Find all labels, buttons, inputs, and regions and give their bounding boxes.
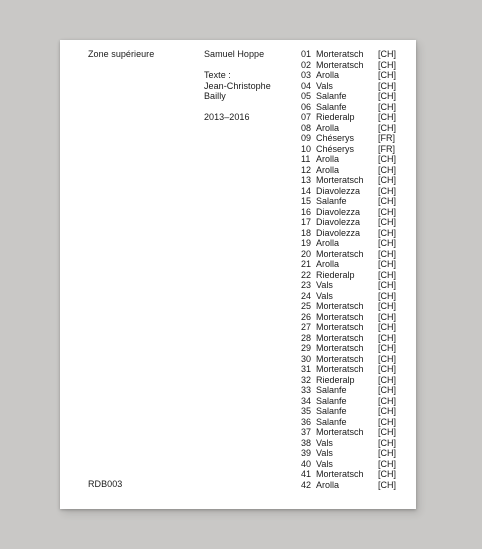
list-item <box>301 112 401 123</box>
plate-number: 42 <box>301 479 312 490</box>
plate-number: 35 <box>301 406 312 416</box>
plate-number: 40 <box>301 458 312 469</box>
plate-location: Vals <box>316 280 333 290</box>
plate-location: Riederalp <box>316 112 355 122</box>
plate-location: Arolla <box>316 479 340 490</box>
plate-number: 32 <box>301 374 312 385</box>
plate-number: 25 <box>301 301 312 311</box>
list-item <box>301 459 401 470</box>
plate-number: 19 <box>301 238 312 248</box>
plate-country: [CH] <box>378 91 396 101</box>
list-item <box>301 375 401 386</box>
plate-location: Salanfe <box>316 416 347 427</box>
plate-number: 33 <box>301 385 312 395</box>
plate-location: Morteratsch <box>316 364 364 374</box>
plate-country: [CH] <box>378 395 396 406</box>
list-item <box>301 259 401 270</box>
list-item <box>301 469 401 480</box>
plate-location: Morteratsch <box>316 301 364 311</box>
plate-number: 23 <box>301 280 312 290</box>
plate-country: [CH] <box>378 416 396 427</box>
plate-location: Salanfe <box>316 91 347 101</box>
plate-country: [CH] <box>378 311 396 322</box>
list-item <box>301 217 401 228</box>
plate-country: [CH] <box>378 227 396 238</box>
plate-country: [CH] <box>378 374 396 385</box>
list-item <box>301 448 401 459</box>
plate-number: 15 <box>301 196 312 206</box>
list-item <box>301 133 401 144</box>
text-credit <box>204 70 271 102</box>
plate-country: [CH] <box>378 353 396 364</box>
list-item <box>301 207 401 218</box>
catalog-code: RDB003 <box>88 479 123 489</box>
plate-number: 02 <box>301 59 312 70</box>
plate-country: [CH] <box>378 301 396 311</box>
plate-location: Diavolezza <box>316 206 361 217</box>
plate-location: Chéserys <box>316 143 355 154</box>
plate-country: [CH] <box>378 49 396 59</box>
plate-number: 34 <box>301 395 312 406</box>
list-item <box>301 343 401 354</box>
plate-country: [CH] <box>378 458 396 469</box>
list-item <box>301 301 401 312</box>
list-item <box>301 333 401 344</box>
plate-country: [CH] <box>378 80 396 91</box>
plate-country: [CH] <box>378 238 396 248</box>
plate-location: Morteratsch <box>316 248 364 259</box>
text-credit-line: Texte : <box>204 70 231 80</box>
plate-country: [CH] <box>378 269 396 280</box>
plate-country: [CH] <box>378 196 396 206</box>
text-credit-line: Jean-Christophe <box>204 80 271 91</box>
plate-location: Salanfe <box>316 101 347 112</box>
plate-number: 17 <box>301 217 312 227</box>
plate-number: 07 <box>301 112 312 122</box>
list-item <box>301 249 401 260</box>
list-item <box>301 196 401 207</box>
plate-location: Arolla <box>316 122 340 133</box>
plate-number: 26 <box>301 311 312 322</box>
plate-country: [FR] <box>378 143 395 154</box>
plate-number: 29 <box>301 343 312 353</box>
plate-location: Vals <box>316 458 333 469</box>
plate-country: [CH] <box>378 406 396 416</box>
plate-location: Vals <box>316 437 333 448</box>
plate-country: [CH] <box>378 364 396 374</box>
series-title: Zone supérieure <box>88 49 155 59</box>
plate-location: Morteratsch <box>316 343 364 353</box>
plate-location: Arolla <box>316 238 340 248</box>
plate-location: Salanfe <box>316 196 347 206</box>
list-item <box>301 238 401 249</box>
plate-country: [CH] <box>378 217 396 227</box>
plate-location: Vals <box>316 448 333 458</box>
list-item <box>301 91 401 102</box>
plate-location: Morteratsch <box>316 175 364 185</box>
list-item <box>301 49 401 60</box>
plate-location: Morteratsch <box>316 332 364 343</box>
plate-location: Salanfe <box>316 406 347 416</box>
plate-country: [FR] <box>378 133 395 143</box>
list-item <box>301 144 401 155</box>
plate-country: [CH] <box>378 448 396 458</box>
plate-country: [CH] <box>378 479 396 490</box>
plate-location: Morteratsch <box>316 322 364 332</box>
plate-country: [CH] <box>378 322 396 332</box>
plate-location: Morteratsch <box>316 49 364 59</box>
plate-location: Riederalp <box>316 269 355 280</box>
list-item <box>301 175 401 186</box>
text-credit-line: Bailly <box>204 91 226 102</box>
list-item <box>301 312 401 323</box>
plate-country: [CH] <box>378 469 396 479</box>
plate-location: Diavolezza <box>316 227 361 238</box>
years: 2013–2016 <box>204 112 250 122</box>
plate-location: Vals <box>316 80 333 91</box>
plate-location: Salanfe <box>316 395 347 406</box>
list-item <box>301 270 401 281</box>
plate-number: 30 <box>301 353 312 364</box>
plate-number: 08 <box>301 122 312 133</box>
list-item <box>301 385 401 396</box>
plate-country: [CH] <box>378 164 396 175</box>
plate-country: [CH] <box>378 59 396 70</box>
plate-country: [CH] <box>378 259 396 269</box>
plate-number: 06 <box>301 101 312 112</box>
plate-country: [CH] <box>378 343 396 353</box>
plate-location: Morteratsch <box>316 427 364 437</box>
list-item <box>301 60 401 71</box>
plate-country: [CH] <box>378 290 396 301</box>
plate-number: 05 <box>301 91 312 101</box>
plate-number: 14 <box>301 185 312 196</box>
plate-number: 41 <box>301 469 312 479</box>
plate-location: Arolla <box>316 70 340 80</box>
list-item <box>301 280 401 291</box>
plate-number: 04 <box>301 80 312 91</box>
plate-number: 16 <box>301 206 312 217</box>
list-item <box>301 354 401 365</box>
plate-country: [CH] <box>378 280 396 290</box>
plate-number: 28 <box>301 332 312 343</box>
plate-country: [CH] <box>378 437 396 448</box>
plate-number: 09 <box>301 133 312 143</box>
plate-number: 20 <box>301 248 312 259</box>
list-item <box>301 291 401 302</box>
plate-number: 27 <box>301 322 312 332</box>
author-name: Samuel Hoppe <box>204 49 265 59</box>
plate-number: 38 <box>301 437 312 448</box>
plate-country: [CH] <box>378 427 396 437</box>
plate-number: 24 <box>301 290 312 301</box>
plate-number: 22 <box>301 269 312 280</box>
list-item <box>301 165 401 176</box>
plate-country: [CH] <box>378 122 396 133</box>
plate-number: 37 <box>301 427 312 437</box>
plate-country: [CH] <box>378 185 396 196</box>
plate-list <box>301 49 401 490</box>
plate-country: [CH] <box>378 175 396 185</box>
plate-number: 11 <box>301 154 311 164</box>
plate-location: Salanfe <box>316 385 347 395</box>
plate-location: Vals <box>316 290 333 301</box>
plate-country: [CH] <box>378 70 396 80</box>
plate-location: Chéserys <box>316 133 355 143</box>
list-item <box>301 480 401 491</box>
list-item <box>301 102 401 113</box>
list-item <box>301 438 401 449</box>
plate-number: 31 <box>301 364 312 374</box>
plate-location: Diavolezza <box>316 185 361 196</box>
list-item <box>301 427 401 438</box>
plate-number: 18 <box>301 227 312 238</box>
plate-location: Arolla <box>316 154 340 164</box>
list-item <box>301 123 401 134</box>
plate-country: [CH] <box>378 332 396 343</box>
plate-location: Arolla <box>316 164 340 175</box>
plate-country: [CH] <box>378 385 396 395</box>
plate-number: 21 <box>301 259 312 269</box>
list-item <box>301 322 401 333</box>
plate-number: 39 <box>301 448 312 458</box>
document-page <box>60 40 416 509</box>
list-item <box>301 364 401 375</box>
list-item <box>301 417 401 428</box>
plate-location: Morteratsch <box>316 311 364 322</box>
plate-country: [CH] <box>378 112 396 122</box>
plate-country: [CH] <box>378 101 396 112</box>
plate-location: Morteratsch <box>316 469 364 479</box>
list-item <box>301 396 401 407</box>
list-item <box>301 70 401 81</box>
list-item <box>301 154 401 165</box>
plate-number: 36 <box>301 416 312 427</box>
list-item <box>301 228 401 239</box>
plate-number: 13 <box>301 175 312 185</box>
list-item <box>301 406 401 417</box>
list-item <box>301 81 401 92</box>
plate-number: 12 <box>301 164 312 175</box>
plate-location: Arolla <box>316 259 340 269</box>
plate-country: [CH] <box>378 248 396 259</box>
plate-number: 01 <box>301 49 312 59</box>
plate-number: 10 <box>301 143 312 154</box>
plate-location: Riederalp <box>316 374 355 385</box>
plate-location: Morteratsch <box>316 353 364 364</box>
plate-country: [CH] <box>378 206 396 217</box>
plate-country: [CH] <box>378 154 396 164</box>
plate-number: 03 <box>301 70 312 80</box>
plate-location: Morteratsch <box>316 59 364 70</box>
list-item <box>301 186 401 197</box>
plate-location: Diavolezza <box>316 217 361 227</box>
